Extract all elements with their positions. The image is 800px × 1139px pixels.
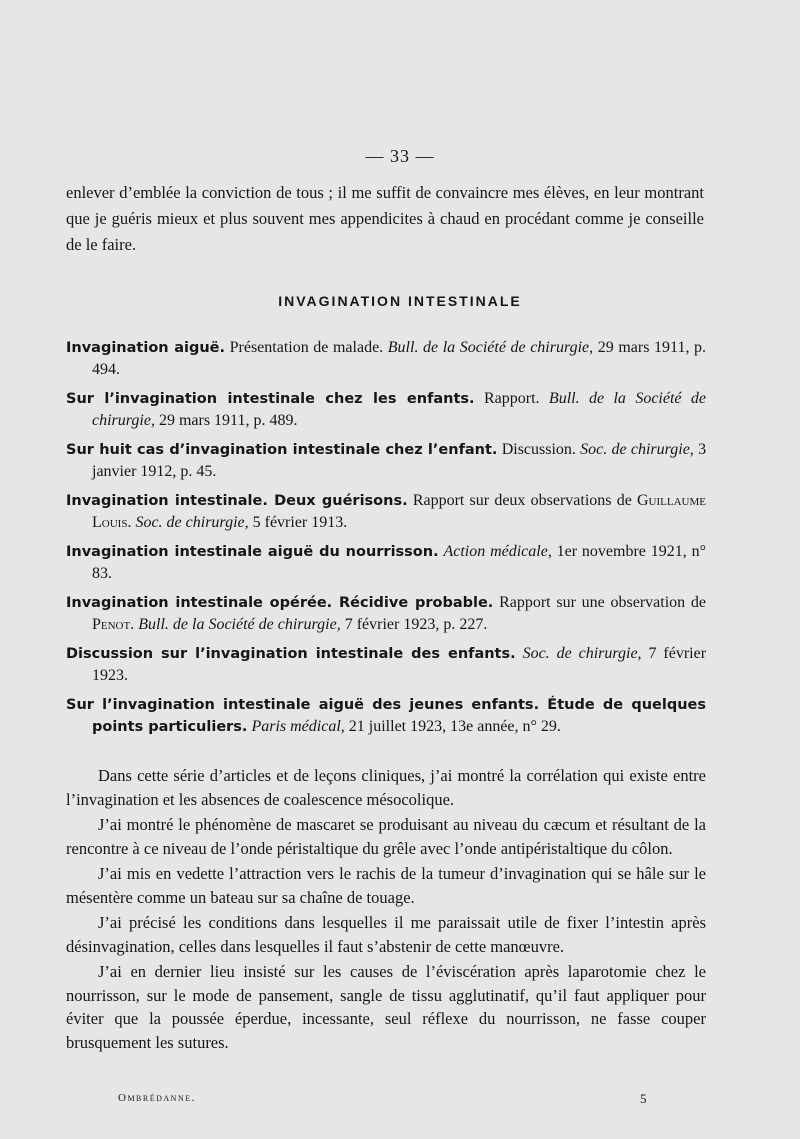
- bibliography-entry: [66, 337, 706, 381]
- entry-text: Rapport.: [483, 390, 540, 407]
- entry-source: Action médicale,: [443, 543, 552, 560]
- entry-details: 7 février 1923, p. 227.: [344, 616, 488, 633]
- entry-source: Soc. de chirurgie,: [580, 441, 694, 458]
- entry-text: Présentation de malade.: [229, 339, 384, 356]
- entry-title: Sur l’invagination intestinale chez les enfants.: [66, 391, 475, 407]
- entry-source: Soc. de chirurgie,: [522, 645, 642, 662]
- entry-details: 3 janvier 1912, p. 45.: [92, 441, 707, 480]
- entry-details: 7 février 1923.: [92, 645, 707, 684]
- entry-title: Discussion sur l’invagination intestinale des enfants.: [66, 646, 516, 662]
- footer-author: Ombrédanne.: [118, 1092, 196, 1104]
- body-paragraph: J’ai mis en vedette l’attraction vers le rachis de la tumeur d’invagination qui se hâle sur le mésentère comme un bateau sur sa chaîne de touage.: [66, 864, 706, 907]
- entry-source: Bull. de la Société de chirurgie,: [387, 339, 594, 356]
- entry-source: Bull. de la Société de chirurgie,: [138, 616, 341, 633]
- bibliography-entry: [66, 592, 706, 636]
- intro-paragraph: enlever d’emblée la conviction de tous ; il me suffit de convaincre mes élèves, en leur montrant que je guéris mieux et plus souvent mes appendicites à chaud en procédant comme je conseille de le faire.: [66, 183, 704, 254]
- bibliography-entry: [66, 643, 706, 687]
- body-paragraph: J’ai précisé les conditions dans lesquelles il me paraissait utile de fixer l’intestin après désinvagination, celles dans lesquelles il faut s’abstenir de cette manœuvre.: [66, 913, 706, 956]
- entry-details: 5 février 1913.: [252, 514, 348, 531]
- body-paragraph: J’ai montré le phénomène de mascaret se produisant au niveau du cæcum et résultant de la rencontre à ce niveau de l’onde péristaltique du grêle avec l’onde antipéristaltique du côlon.: [66, 815, 706, 858]
- bibliography-entry: [66, 439, 706, 483]
- entry-text: Rapport sur deux observations de: [412, 492, 632, 509]
- entry-details: 21 juillet 1923, 13e année, n° 29.: [348, 718, 561, 735]
- bibliography-entry: [66, 541, 706, 585]
- entry-text: Rapport sur une observation de: [499, 594, 707, 611]
- entry-text: Discussion.: [501, 441, 576, 458]
- entry-author: Guillaume Louis.: [92, 492, 706, 531]
- entry-title: Invagination aiguë.: [66, 340, 226, 356]
- bibliography-list: [66, 337, 706, 745]
- entry-title: Invagination intestinale opérée. Récidive probable.: [66, 595, 494, 611]
- entry-source: Bull. de la Société de chirurgie,: [92, 390, 707, 429]
- bibliography-entry: [66, 490, 706, 534]
- entry-source: Soc. de chirurgie,: [135, 514, 249, 531]
- page-number: — 33 —: [365, 146, 435, 166]
- entry-source: Paris médical,: [251, 718, 345, 735]
- body-paragraph: J’ai en dernier lieu insisté sur les causes de l’éviscération après laparotomie chez le nourrisson, sur le mode de pansement, sangle de tissu agglutinatif, qu’il faut appliquer pour éviter que la poussée éperdue, incessante, seul réflexe du nourrisson, ne fasse couper brusquement les sutures.: [66, 962, 706, 1052]
- body-paragraph: Dans cette série d’articles et de leçons cliniques, j’ai montré la corrélation qui existe entre l’invagination et les absences de coalescence mésocolique.: [66, 766, 706, 809]
- entry-title: Sur l’invagination intestinale aiguë des jeunes enfants. Étude de quelques points particuliers.: [66, 697, 706, 735]
- entry-title: Sur huit cas d’invagination intestinale chez l’enfant.: [66, 442, 498, 458]
- bibliography-entry: [66, 694, 706, 738]
- entry-title: Invagination intestinale. Deux guérisons.: [66, 493, 408, 509]
- body-text: [66, 764, 706, 1056]
- section-heading: INVAGINATION INTESTINALE: [278, 293, 522, 309]
- bibliography-entry: [66, 388, 706, 432]
- entry-details: 1er novembre 1921, n° 83.: [92, 543, 706, 582]
- entry-title: Invagination intestinale aiguë du nourrisson.: [66, 544, 439, 560]
- entry-details: 29 mars 1911, p. 494.: [92, 339, 707, 378]
- footer-signature: 5: [640, 1091, 647, 1106]
- entry-details: 29 mars 1911, p. 489.: [158, 412, 298, 429]
- entry-author: Penot.: [92, 616, 135, 633]
